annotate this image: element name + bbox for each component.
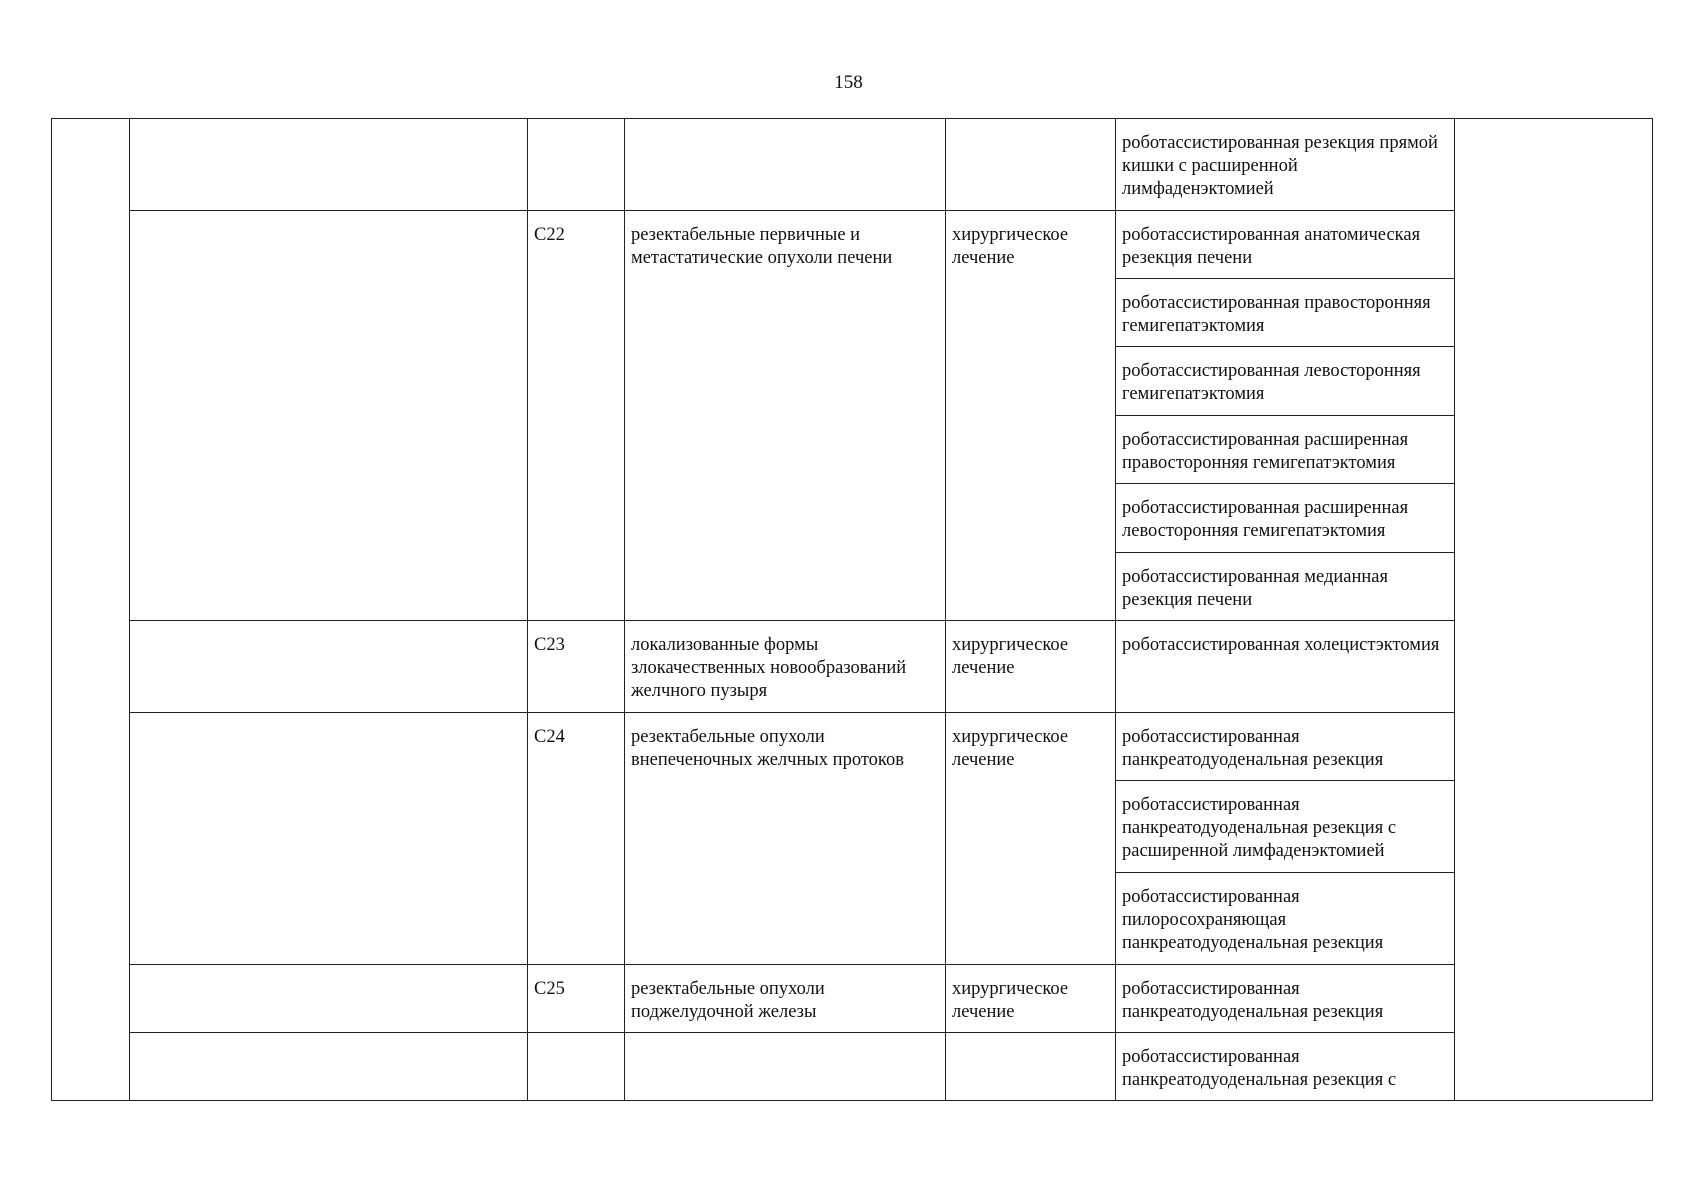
method-cell: роботассистированная панкреатодуоденальная резекция	[1116, 965, 1455, 1033]
method-cell: роботассистированная холецистэктомия	[1116, 621, 1455, 713]
group-name-cell	[130, 713, 528, 965]
table-row	[52, 713, 1653, 781]
number-column-cell	[52, 119, 130, 1101]
treatment-cell: хирургическое лечение	[946, 713, 1116, 965]
procedures-table	[51, 118, 1653, 1101]
table-row	[52, 211, 1653, 279]
cost-column-cell	[1455, 119, 1653, 1101]
method-cell: роботассистированная медианная резекция печени	[1116, 553, 1455, 621]
table-row	[52, 119, 1653, 211]
group-name-cell	[130, 621, 528, 713]
method-cell: роботассистированная пилоросохраняющая панкреатодуоденальная резекция	[1116, 873, 1455, 965]
diagnosis-cell: резектабельные опухоли поджелудочной железы	[625, 965, 946, 1033]
group-name-cell	[130, 119, 528, 211]
group-name-cell	[130, 211, 528, 621]
page-number: 158	[834, 72, 863, 93]
method-cell: роботассистированная анатомическая резекция печени	[1116, 211, 1455, 279]
diagnosis-cell	[625, 1033, 946, 1101]
code-cell: C25	[528, 965, 625, 1033]
treatment-cell: хирургическое лечение	[946, 621, 1116, 713]
treatment-cell	[946, 1033, 1116, 1101]
treatment-cell: хирургическое лечение	[946, 211, 1116, 621]
method-cell: роботассистированная расширенная правосторонняя гемигепатэктомия	[1116, 416, 1455, 484]
table-row	[52, 965, 1653, 1033]
table-row	[52, 1033, 1653, 1101]
table-row	[52, 621, 1653, 713]
method-cell: роботассистированная расширенная левосторонняя гемигепатэктомия	[1116, 484, 1455, 553]
method-cell: роботассистированная резекция прямой кишки с расширенной лимфаденэктомией	[1116, 119, 1455, 211]
method-cell: роботассистированная левосторонняя гемигепатэктомия	[1116, 347, 1455, 416]
code-cell	[528, 119, 625, 211]
group-name-cell	[130, 1033, 528, 1101]
method-cell: роботассистированная панкреатодуоденальная резекция	[1116, 713, 1455, 781]
treatment-cell: хирургическое лечение	[946, 965, 1116, 1033]
diagnosis-cell	[625, 119, 946, 211]
treatment-cell	[946, 119, 1116, 211]
group-name-cell	[130, 965, 528, 1033]
code-cell	[528, 1033, 625, 1101]
code-cell: C24	[528, 713, 625, 965]
diagnosis-cell: резектабельные первичные и метастатические опухоли печени	[625, 211, 946, 621]
diagnosis-cell: резектабельные опухоли внепеченочных желчных протоков	[625, 713, 946, 965]
code-cell: C22	[528, 211, 625, 621]
method-cell: роботассистированная панкреатодуоденальная резекция с	[1116, 1033, 1455, 1101]
diagnosis-cell: локализованные формы злокачественных новообразований желчного пузыря	[625, 621, 946, 713]
code-cell: C23	[528, 621, 625, 713]
method-cell: роботассистированная панкреатодуоденальная резекция с расширенной лимфаденэктомией	[1116, 781, 1455, 873]
method-cell: роботассистированная правосторонняя гемигепатэктомия	[1116, 279, 1455, 347]
